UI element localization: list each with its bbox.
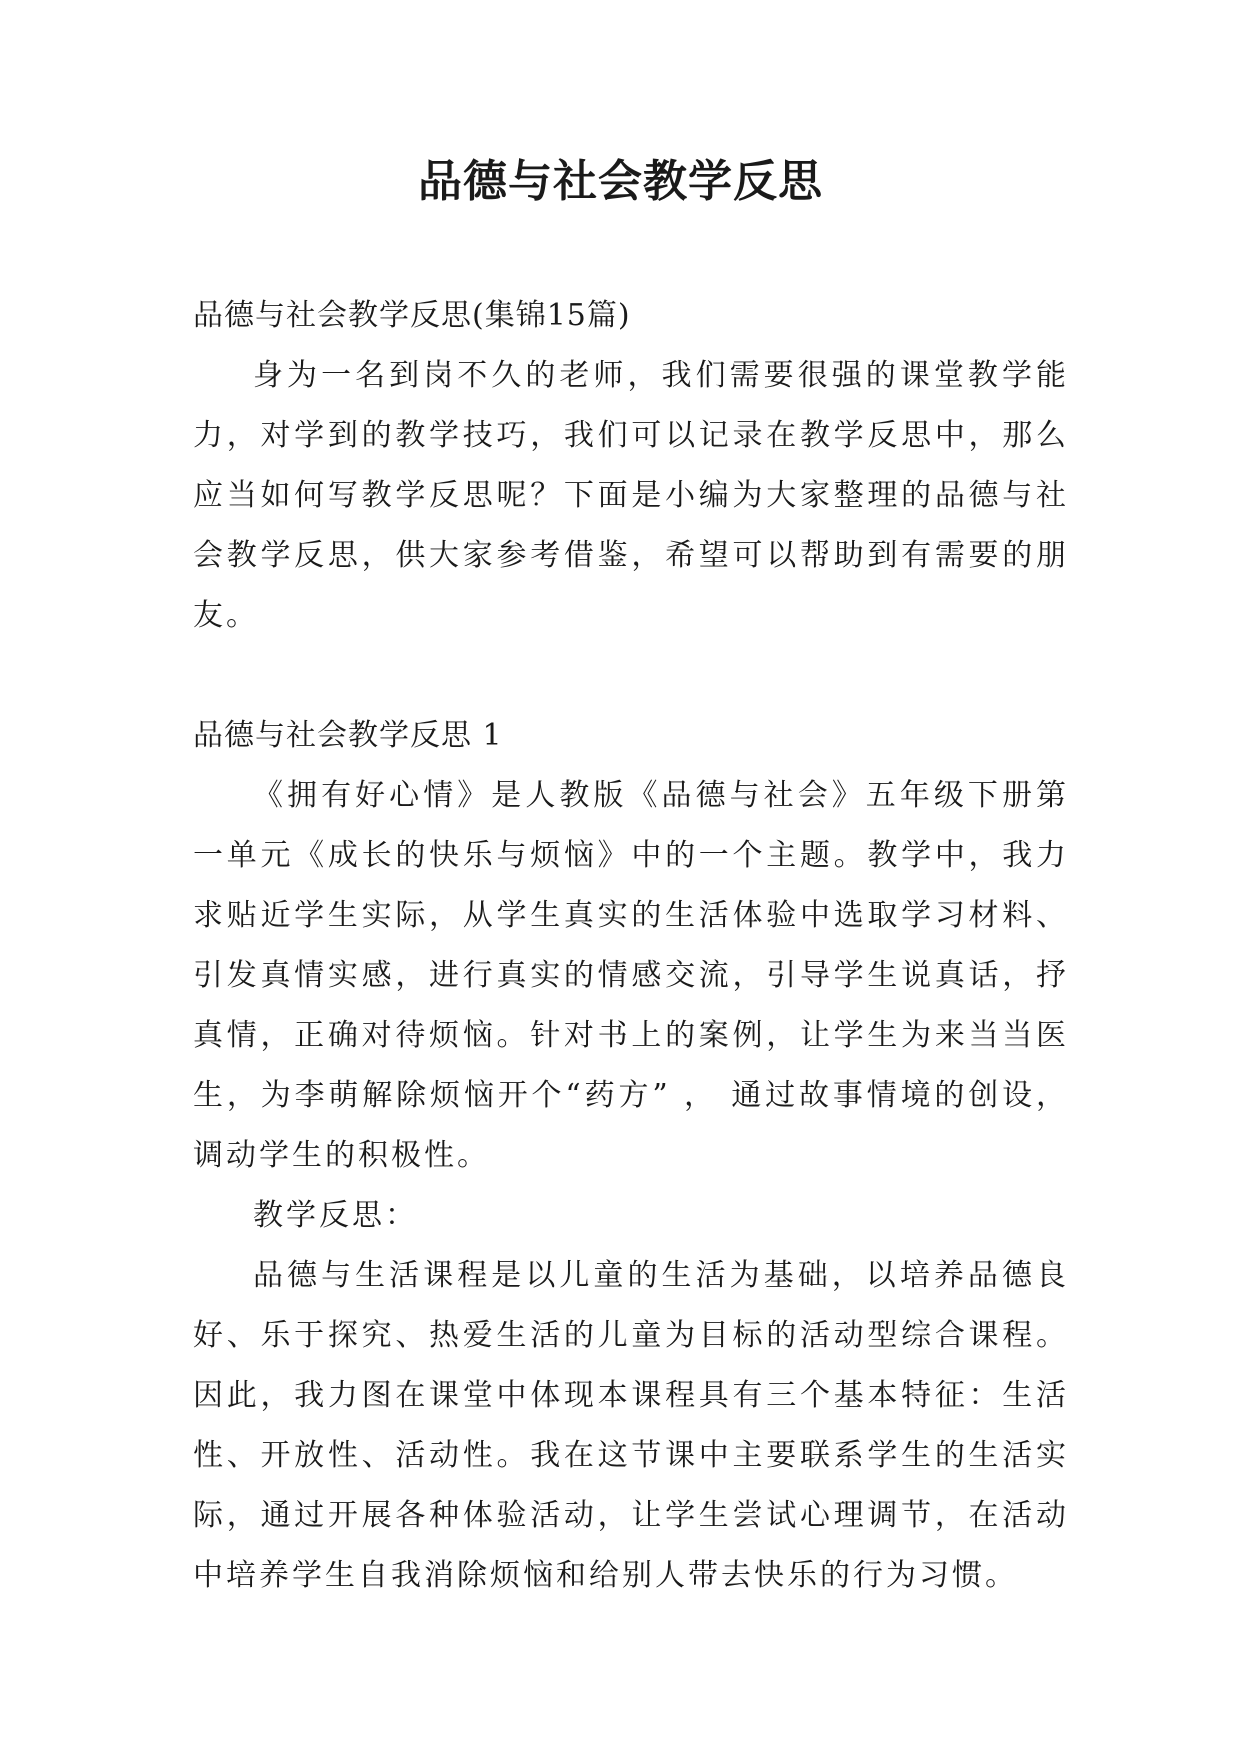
page-title: 品德与社会教学反思	[418, 156, 823, 207]
section-paragraph-2: 品德与生活课程是以儿童的生活为基础，以培养品德良好、乐于探究、热爱生活的儿童为目标的活动型综合课程。因此，我力图在课堂中体现本课程具有三个基本特征：生活性、开放性、活动性。我在这节课中主要联系学生的生活实际，通过开展各种体验活动，让学生尝试心理调节，在活动中培养学生自我消除烦恼和给别人带去快乐的行为习惯。	[193, 1258, 1069, 1593]
document-subtitle: 品德与社会教学反思(集锦15篇)	[193, 298, 631, 333]
section-heading: 品德与社会教学反思 1	[193, 718, 503, 753]
intro-paragraph: 身为一名到岗不久的老师，我们需要很强的课堂教学能力，对学到的教学技巧，我们可以记录在教学反思中，那么应当如何写教学反思呢？下面是小编为大家整理的品德与社会教学反思，供大家参考借鉴，希望可以帮助到有需要的朋友。	[193, 358, 1069, 633]
reflection-label: 教学反思：	[253, 1198, 418, 1233]
section-paragraph-1: 《拥有好心情》是人教版《品德与社会》五年级下册第一单元《成长的快乐与烦恼》中的一个主题。教学中，我力求贴近学生实际，从学生真实的生活体验中选取学习材料、引发真情实感，进行真实的情感交流，引导学生说真话，抒真情，正确对待烦恼。针对书上的案例，让学生为来当当医生，为李萌解除烦恼开个“药方” ， 通过故事情境的创设，调动学生的积极性。	[193, 778, 1069, 1173]
document-body	[193, 286, 1069, 1606]
